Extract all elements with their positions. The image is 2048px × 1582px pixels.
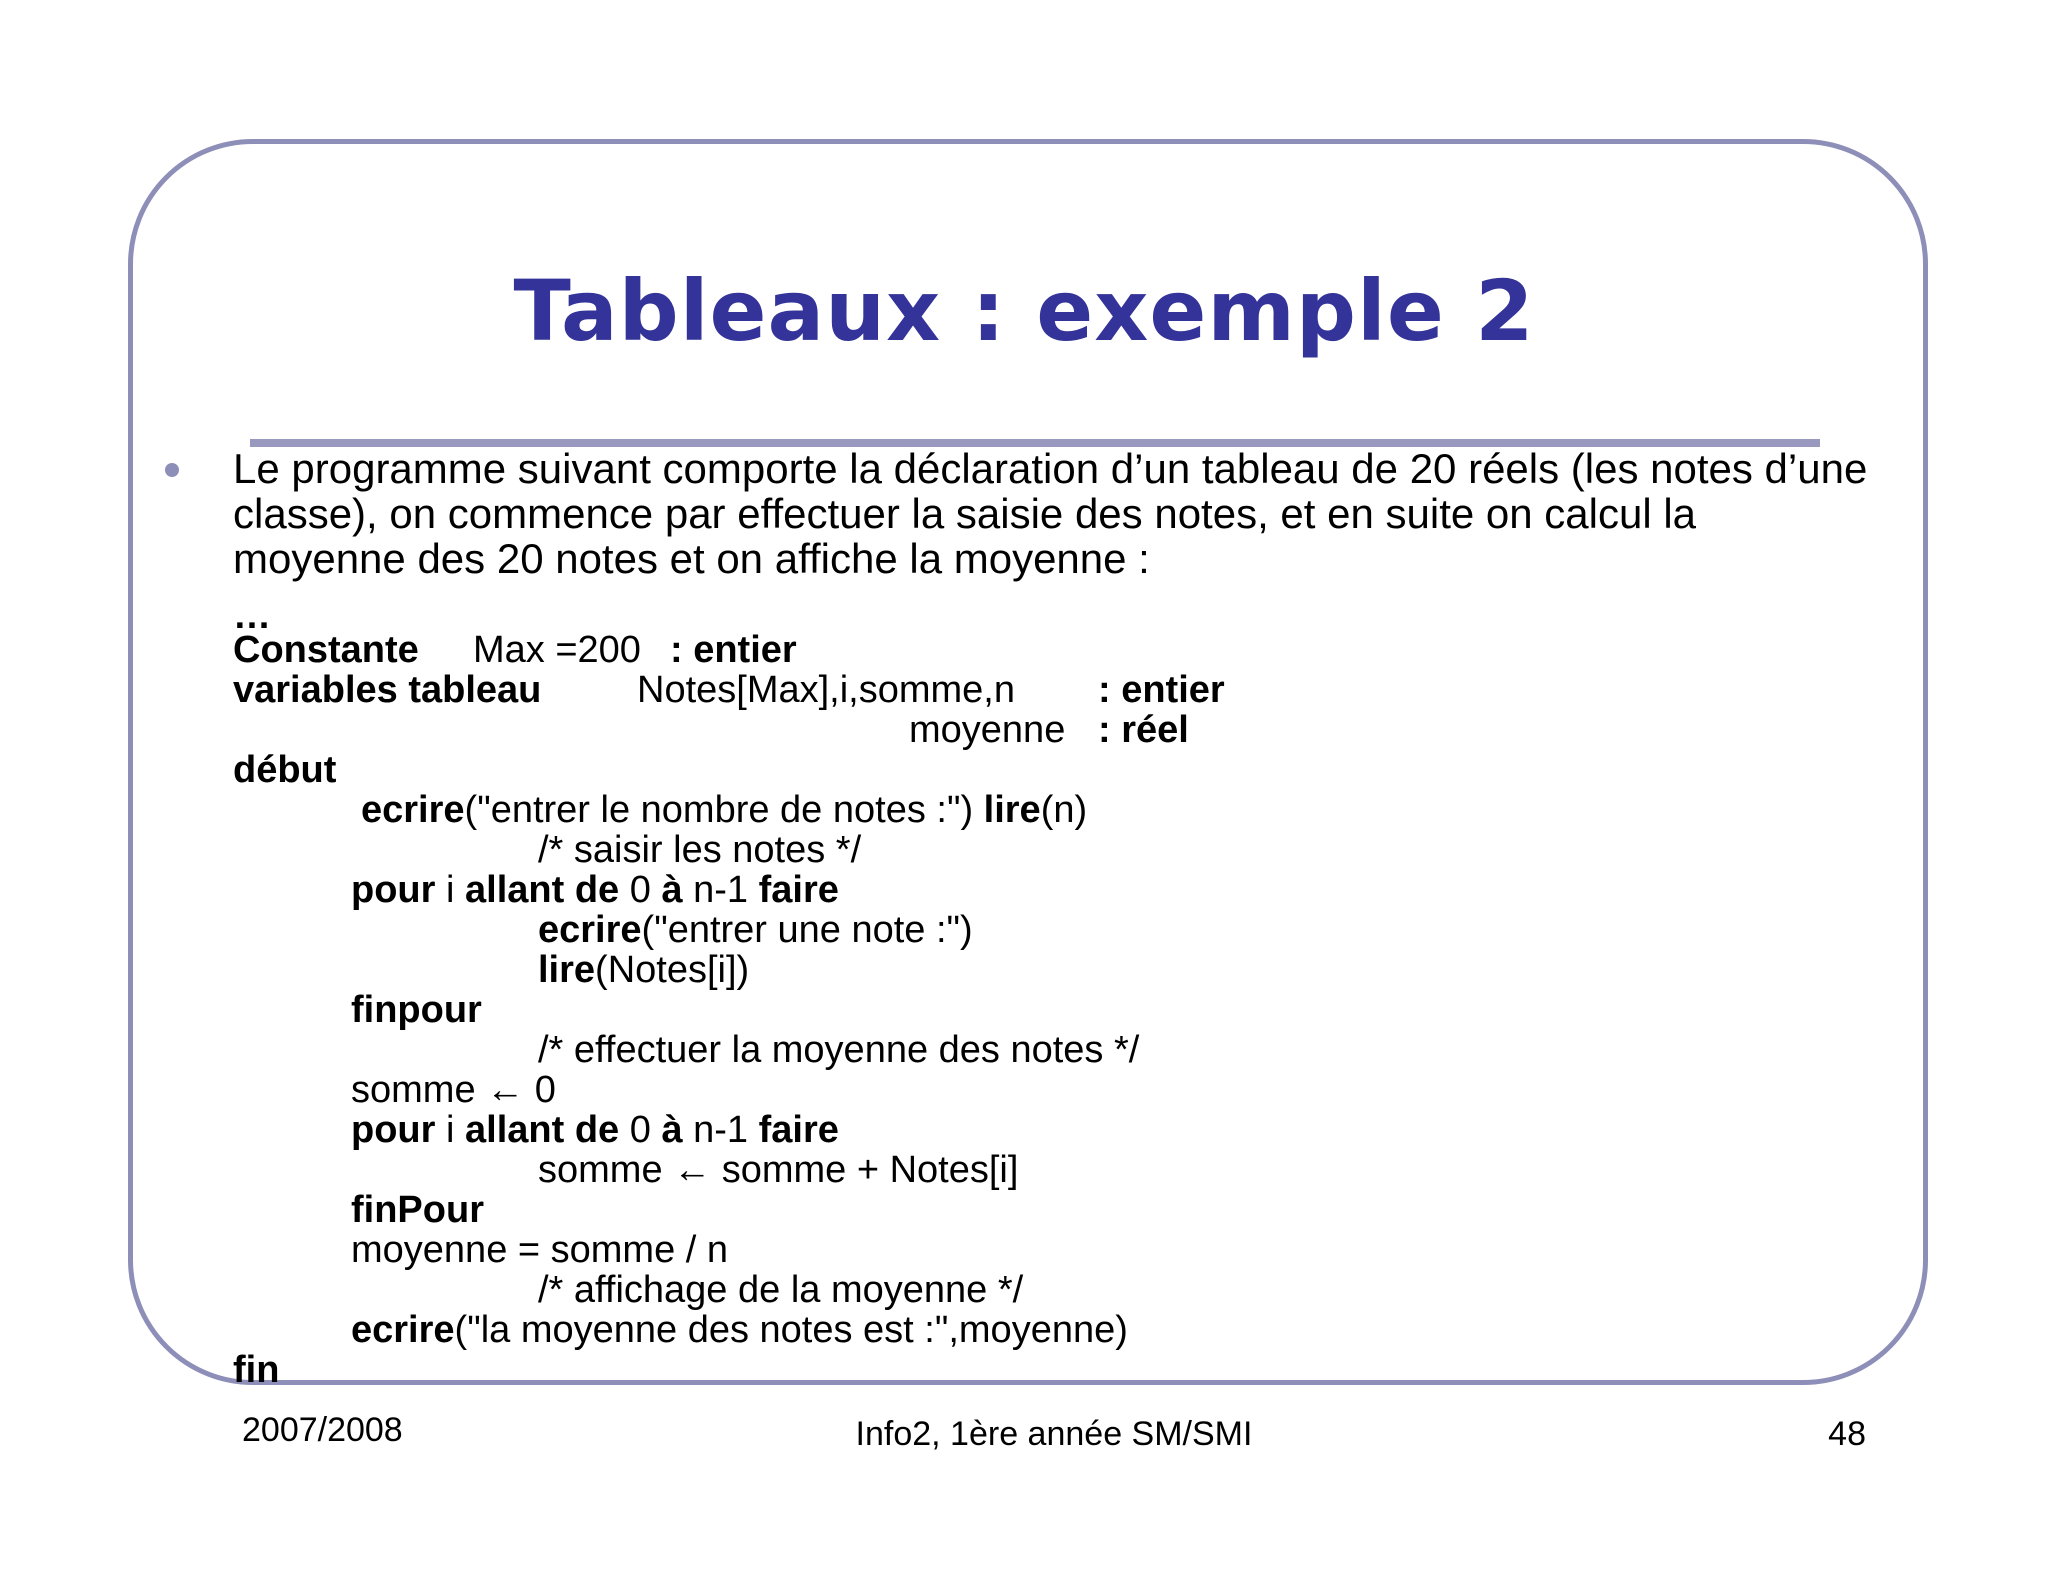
loop-start: 0 — [629, 869, 651, 911]
code-line-finpour-2 — [233, 1190, 1733, 1230]
keyword-faire: faire — [758, 869, 839, 911]
loop-var: i — [446, 869, 455, 911]
keyword-a: à — [661, 869, 683, 911]
loop-end: n-1 — [693, 869, 749, 911]
lire-arg: (Notes[i]) — [595, 949, 750, 991]
moyenne-decl: moyenne — [909, 709, 1066, 751]
code-block — [233, 596, 1733, 1390]
code-line-ellipsis — [233, 595, 1733, 637]
footer-date: 2007/2008 — [242, 1411, 403, 1449]
moyenne-calc: moyenne = somme / n — [351, 1229, 729, 1271]
keyword-debut: début — [233, 749, 337, 791]
constante-decl: Max =200 — [473, 629, 641, 671]
code-line-moyenne-decl — [233, 710, 1733, 750]
code-line-comment-affichage — [233, 1270, 1733, 1310]
footer-page-number: 48 — [1828, 1415, 1866, 1453]
bullet-icon — [165, 463, 179, 477]
code-line-fin — [233, 1350, 1733, 1390]
code-line-ecrire-moyenne — [233, 1310, 1733, 1350]
loop-end: n-1 — [693, 1109, 749, 1151]
keyword-constante: Constante — [233, 629, 419, 671]
keyword-lire: lire — [983, 789, 1041, 831]
comment-moyenne: /* effectuer la moyenne des notes */ — [538, 1029, 1140, 1071]
keyword-ecrire: ecrire — [538, 909, 642, 951]
slide-title: Tableaux : exemple 2 — [513, 262, 1535, 360]
keyword-faire: faire — [758, 1109, 839, 1151]
keyword-lire: lire — [538, 949, 596, 991]
code-line-somme-accum — [233, 1150, 1733, 1190]
constante-type: : entier — [670, 629, 797, 671]
lire-arg: (n) — [1040, 789, 1088, 831]
keyword-a: à — [661, 1109, 683, 1151]
variables-type: : entier — [1098, 669, 1225, 711]
code-line-constante — [233, 630, 1733, 670]
code-ellipsis: … — [233, 595, 271, 637]
comment-affichage: /* affichage de la moyenne */ — [538, 1269, 1024, 1311]
keyword-ecrire: ecrire — [351, 1309, 455, 1351]
ecrire-arg: ("entrer une note :") — [641, 909, 973, 951]
code-line-ecrire-note — [233, 910, 1733, 950]
code-line-somme-init — [233, 1070, 1733, 1110]
intro-paragraph: Le programme suivant comporte la déclaration d’un tableau de 20 réels (les notes d’une classe), on commence par effectuer la saisie des notes, et en suite on calcul la moyenne des 20 notes et on affiche la moyenne : — [233, 445, 1868, 582]
loop-start: 0 — [629, 1109, 651, 1151]
keyword-finpour: finPour — [351, 1189, 484, 1231]
keyword-ecrire: ecrire — [361, 789, 465, 831]
keyword-allant-de: allant de — [465, 1109, 620, 1151]
code-line-pour-1 — [233, 870, 1733, 910]
code-line-variables — [233, 670, 1733, 710]
somme-init: somme ← 0 — [351, 1069, 556, 1111]
somme-accum: somme ← somme + Notes[i] — [538, 1149, 1019, 1191]
code-line-ecrire-nombre — [233, 790, 1733, 830]
ecrire-arg: ("entrer le nombre de notes :") — [464, 789, 974, 831]
keyword-fin: fin — [233, 1349, 280, 1391]
keyword-finpour: finpour — [351, 989, 482, 1031]
keyword-pour: pour — [351, 869, 436, 911]
code-line-debut — [233, 750, 1733, 790]
code-line-pour-2 — [233, 1110, 1733, 1150]
code-line-finpour-1 — [233, 990, 1733, 1030]
comment-saisir: /* saisir les notes */ — [538, 829, 862, 871]
code-line-comment-saisir — [233, 830, 1733, 870]
code-line-moyenne-calc — [233, 1230, 1733, 1270]
variables-decl: Notes[Max],i,somme,n — [637, 669, 1015, 711]
loop-var: i — [446, 1109, 455, 1151]
footer-course: Info2, 1ère année SM/SMI — [855, 1415, 1253, 1453]
code-line-comment-moyenne — [233, 1030, 1733, 1070]
keyword-allant-de: allant de — [465, 869, 620, 911]
keyword-variables: variables tableau — [233, 669, 542, 711]
code-line-lire-note — [233, 950, 1733, 990]
keyword-pour: pour — [351, 1109, 436, 1151]
moyenne-type: : réel — [1098, 709, 1189, 751]
ecrire-arg: ("la moyenne des notes est :",moyenne) — [454, 1309, 1128, 1351]
